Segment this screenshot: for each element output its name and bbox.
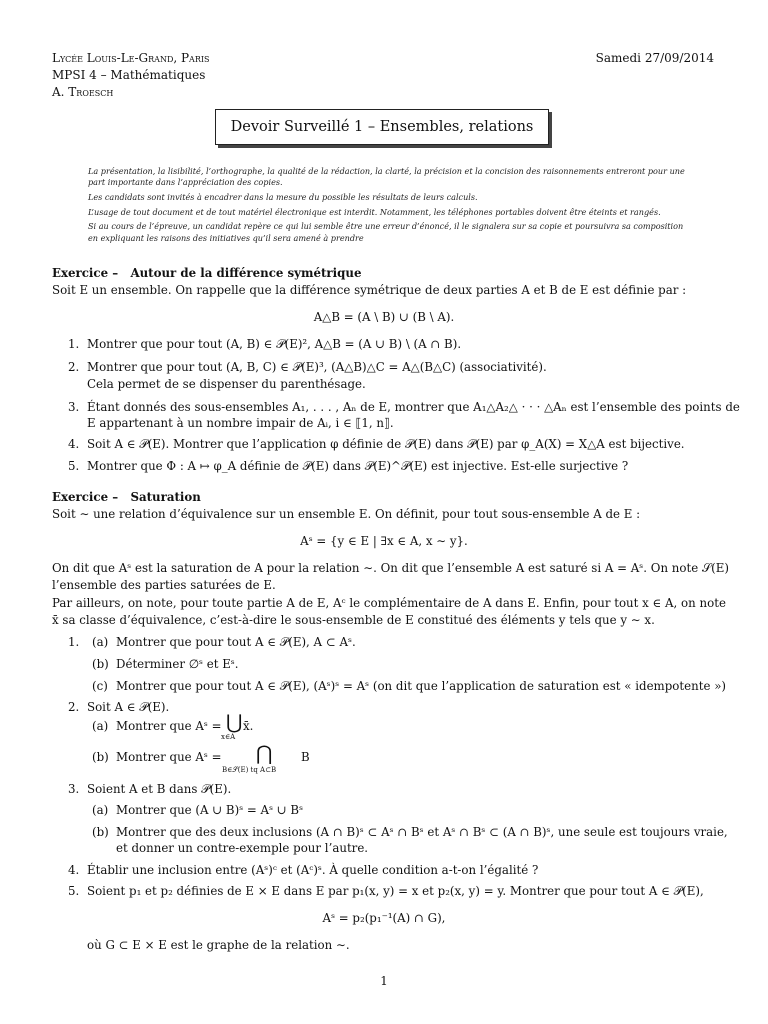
- page-number: 1: [380, 974, 388, 988]
- ex2-q3b-label: (b): [92, 825, 109, 839]
- ex1-q2-text: Montrer que pour tout (A, B, C) ∈ 𝒫(E)³, (A△B)△C = A△(B△C) (associativité).: [87, 360, 547, 374]
- ex1-q2-number: 2.: [68, 360, 80, 374]
- ex2-q1b-text: Déterminer ∅ˢ et Eˢ.: [116, 657, 239, 671]
- ex2-q4-number: 4.: [68, 863, 80, 877]
- ex2-q2-number: 2.: [68, 700, 80, 714]
- ex2-q2a-union-symbol: ⋃: [226, 710, 243, 734]
- exam-date: Samedi 27/09/2014: [595, 51, 714, 65]
- instruction-results: Les candidats sont invités à encadrer dans la mesure du possible les résultats de leurs calculs.: [88, 191, 478, 202]
- ex2-para2: Par ailleurs, on note, pour toute partie A de E, Aᶜ le complémentaire de A dans E. Enfin, pour tout x ∈ A, on note: [52, 596, 726, 610]
- ex2-q2b-text: Montrer que Aˢ =: [116, 750, 222, 764]
- ex1-intro: Soit E un ensemble. On rappelle que la différence symétrique de deux parties A et B de E est définie par :: [52, 283, 687, 297]
- ex1-q5-number: 5.: [68, 459, 80, 473]
- teacher-name: A. Troesch: [52, 85, 114, 99]
- exam-title-box: [215, 109, 549, 145]
- ex2-para1b: l’ensemble des parties saturées de E.: [52, 578, 276, 592]
- ex2-intro: Soit ∼ une relation d’équivalence sur un ensemble E. On définit, pour tout sous-ensemble A de E :: [52, 507, 641, 521]
- ex1-q1-number: 1.: [68, 337, 80, 351]
- ex2-q5-formula: Aˢ = p₂(p₁⁻¹(A) ∩ G),: [322, 911, 446, 925]
- ex2-para2b: x̄ sa classe d’équivalence, c’est-à-dire le sous-ensemble de E constitué des éléments y tels que y ∼ x.: [52, 613, 655, 627]
- ex2-q1b-label: (b): [92, 657, 109, 671]
- ex2-formula: Aˢ = {y ∈ E | ∃x ∈ A, x ∼ y}.: [300, 534, 468, 548]
- ex2-label: Exercice –: [52, 490, 119, 504]
- ex2-q2a-label: (a): [92, 719, 109, 733]
- ex1-q5-text: Montrer que Φ : A ↦ φ_A définie de 𝒫(E) dans 𝒫(E)^𝒫(E) est injective. Est-elle surjective ?: [87, 459, 629, 473]
- ex2-q2a-text: Montrer que Aˢ =: [116, 719, 222, 733]
- ex1-heading: [52, 265, 361, 281]
- instruction-errors: Si au cours de l’épreuve, un candidat repère ce qui lui semble être une erreur d’énoncé, il le signalera sur sa copie et poursuivra sa composition en expliquant les raisons des initiatives qu’il sera amené à prendre: [88, 221, 684, 243]
- school-name: Lycée Louis-Le-Grand, Paris: [52, 51, 210, 65]
- ex1-formula: A△B = (A \ B) ∪ (B \ A).: [313, 310, 455, 324]
- ex2-q2b-intersection-sub: B∈𝒮(E) tq A⊂B: [222, 766, 277, 774]
- ex2-para1: On dit que Aˢ est la saturation de A pour la relation ∼. On dit que l’ensemble A est saturé si A = Aˢ. On note 𝒮(E): [52, 561, 729, 575]
- ex2-q3a-text: Montrer que (A ∪ B)ˢ = Aˢ ∪ Bˢ: [116, 803, 304, 817]
- exam-title: Devoir Surveillé 1 – Ensembles, relations: [230, 119, 534, 135]
- ex2-q5-number: 5.: [68, 884, 80, 898]
- ex2-q2b-end: B: [301, 750, 310, 764]
- ex1-title: Autour de la différence symétrique: [130, 266, 362, 280]
- instruction-presentation: La présentation, la lisibilité, l’orthographe, la qualité de la rédaction, la clarté, la précision et la concision des raisonnements entreront pour une part importante dans l’appréciation des copies.: [88, 166, 685, 188]
- ex2-q2a-end: x̄.: [243, 719, 254, 733]
- ex1-q4-number: 4.: [68, 437, 80, 451]
- ex2-q3b-text2: et donner un contre-exemple pour l’autre.: [116, 841, 369, 855]
- ex1-q3-text2: E appartenant à un nombre impair de Aᵢ, i ∈ ⟦1, n⟧.: [87, 416, 394, 430]
- ex2-q3-stem: Soient A et B dans 𝒫(E).: [87, 782, 232, 796]
- ex2-q5-text: Soient p₁ et p₂ définies de E × E dans E par p₁(x, y) = x et p₂(x, y) = y. Montrer que pour tout A ∈ 𝒫(E),: [87, 884, 704, 898]
- instruction-devices: L’usage de tout document et de tout matériel électronique est interdit. Notamment, les téléphones portables doivent être éteints et rangés.: [88, 206, 661, 217]
- ex2-q2-stem: Soit A ∈ 𝒫(E).: [87, 700, 170, 714]
- ex1-q2-text2: Cela permet de se dispenser du parenthésage.: [87, 377, 366, 391]
- ex2-q3a-label: (a): [92, 803, 109, 817]
- ex1-q3-text: Étant donnés des sous-ensembles A₁, . . . , Aₙ de E, montrer que A₁△A₂△ · · · △Aₙ est l’ensemble des points de: [87, 400, 740, 414]
- ex2-q2b-intersection-symbol: ⋂: [256, 741, 273, 765]
- ex2-q1a-label: (a): [92, 635, 109, 649]
- ex2-heading: [52, 489, 201, 505]
- ex1-q4-text: Soit A ∈ 𝒫(E). Montrer que l’application φ définie de 𝒫(E) dans 𝒫(E) par φ_A(X) = X△A est bijective.: [87, 437, 685, 451]
- ex2-q1c-label: (c): [92, 679, 108, 693]
- ex2-q1a-text: Montrer que pour tout A ∈ 𝒫(E), A ⊂ Aˢ.: [116, 635, 356, 649]
- ex2-q1-number: 1.: [68, 635, 80, 649]
- instructions: [88, 166, 688, 247]
- ex1-label: Exercice –: [52, 266, 119, 280]
- ex2-q4-text: Établir une inclusion entre (Aˢ)ᶜ et (Aᶜ)ˢ. À quelle condition a-t-on l’égalité ?: [87, 863, 539, 877]
- ex2-title: Saturation: [130, 490, 201, 504]
- ex2-q2a-union-sub: x∈A: [221, 733, 236, 741]
- class-name: MPSI 4 – Mathématiques: [52, 68, 206, 82]
- ex2-q5-text2: où G ⊂ E × E est le graphe de la relation ∼.: [87, 938, 350, 952]
- ex2-q3-number: 3.: [68, 782, 80, 796]
- ex2-q3b-text: Montrer que des deux inclusions (A ∩ B)ˢ ⊂ Aˢ ∩ Bˢ et Aˢ ∩ Bˢ ⊂ (A ∩ B)ˢ, une seule est toujours vraie,: [116, 825, 728, 839]
- ex1-q1-text: Montrer que pour tout (A, B) ∈ 𝒫(E)², A△B = (A ∪ B) \ (A ∩ B).: [87, 337, 462, 351]
- ex2-q1c-text: Montrer que pour tout A ∈ 𝒫(E), (Aˢ)ˢ = Aˢ (on dit que l’application de saturation est « idempotente »): [116, 679, 727, 693]
- ex2-q2b-label: (b): [92, 750, 109, 764]
- ex1-q3-number: 3.: [68, 400, 80, 414]
